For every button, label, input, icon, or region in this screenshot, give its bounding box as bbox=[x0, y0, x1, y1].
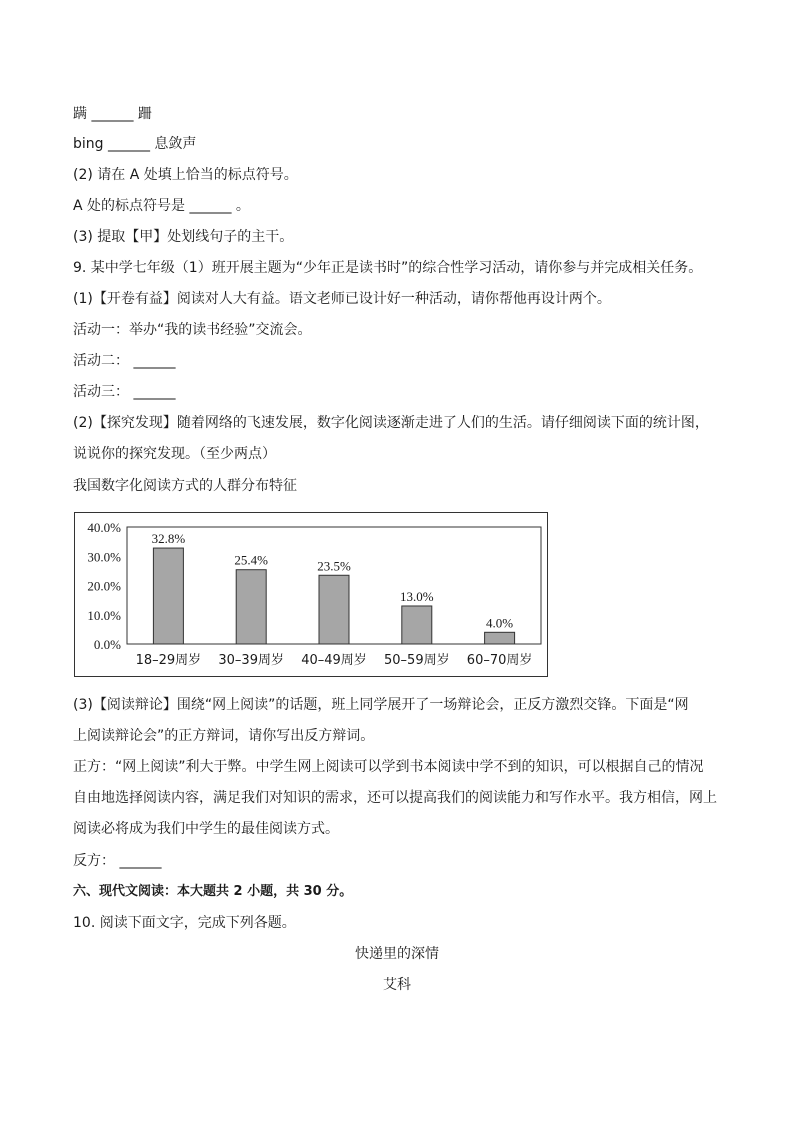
pinyin-line-2: bing ______ 息敛声 bbox=[73, 136, 197, 152]
bar bbox=[319, 575, 349, 644]
y-tick-label: 10.0% bbox=[87, 607, 121, 623]
negative-answer: 反方： ______ bbox=[73, 853, 162, 869]
affirmative-line-1: 正方：“网上阅读”利大于弊。中学生网上阅读可以学到书本阅读中学不到的知识，可以根据自己的情况 bbox=[73, 759, 704, 775]
bar-chart bbox=[74, 512, 548, 677]
pinyin-line-1: 蹒 ______ 跚 bbox=[73, 106, 152, 122]
data-label: 25.4% bbox=[234, 552, 268, 568]
y-tick-label: 20.0% bbox=[87, 578, 121, 594]
section-heading: 六、现代文阅读：本大题共 2 小题，共 30 分。 bbox=[73, 884, 353, 899]
affirmative-line-3: 阅读必将成为我们中学生的最佳阅读方式。 bbox=[73, 821, 339, 837]
data-label: 13.0% bbox=[400, 588, 434, 604]
question-3: (3) 提取【甲】处划线句子的主干。 bbox=[73, 229, 294, 245]
y-tick-label: 40.0% bbox=[87, 520, 121, 535]
bar bbox=[402, 606, 432, 644]
data-label: 32.8% bbox=[151, 531, 186, 547]
activity-2: 活动二： ______ bbox=[73, 353, 176, 369]
x-tick-label: 50–59周岁 bbox=[384, 653, 450, 668]
bar bbox=[153, 548, 183, 644]
x-tick-label: 60–70周岁 bbox=[466, 653, 533, 668]
sub-question-2-line-2: 说说你的探究发现。（至少两点） bbox=[73, 446, 276, 462]
bar bbox=[236, 570, 266, 644]
sub-question-1: (1)【开卷有益】阅读对人大有益。语文老师已设计好一种活动，请你帮他再设计两个。 bbox=[73, 291, 611, 307]
sub-question-2-line-1: (2)【探究发现】随着网络的飞速发展，数字化阅读逐渐走进了人们的生活。请仔细阅读下面的统计图， bbox=[73, 415, 709, 431]
article-title: 快递里的深情 bbox=[355, 946, 439, 962]
bar bbox=[485, 632, 515, 644]
bar-chart-svg bbox=[75, 513, 547, 676]
sub-question-3-line-1: (3)【阅读辩论】围绕“网上阅读”的话题，班上同学展开了一场辩论会，正反方激烈交锋。下面是“网 bbox=[73, 697, 689, 713]
data-label: 23.5% bbox=[317, 558, 351, 574]
x-tick-label: 40–49周岁 bbox=[301, 653, 367, 668]
x-tick-label: 18–29周岁 bbox=[135, 653, 202, 668]
affirmative-line-2: 自由地选择阅读内容，满足我们对知识的需求，还可以提高我们的阅读能力和写作水平。我方相信，网上 bbox=[73, 790, 717, 806]
activity-1: 活动一：举办“我的读书经验”交流会。 bbox=[73, 322, 312, 338]
y-tick-label: 0.0% bbox=[93, 637, 121, 652]
answer-line-a: A 处的标点符号是 ______ 。 bbox=[73, 198, 250, 214]
question-2: (2) 请在 A 处填上恰当的标点符号。 bbox=[73, 167, 298, 183]
chart-caption: 我国数字化阅读方式的人群分布特征 bbox=[73, 478, 297, 494]
article-author: 艾科 bbox=[383, 977, 411, 993]
data-label: 4.0% bbox=[486, 615, 514, 631]
question-10: 10. 阅读下面文字，完成下列各题。 bbox=[73, 915, 296, 931]
x-tick-label: 30–39周岁 bbox=[218, 653, 284, 668]
sub-question-3-line-2: 上阅读辩论会”的正方辩词，请你写出反方辩词。 bbox=[73, 728, 375, 744]
y-tick-label: 30.0% bbox=[87, 549, 121, 565]
activity-3: 活动三： ______ bbox=[73, 384, 176, 400]
question-9: 9. 某中学七年级（1）班开展主题为“少年正是读书时”的综合性学习活动，请你参与并完成相关任务。 bbox=[73, 260, 703, 276]
